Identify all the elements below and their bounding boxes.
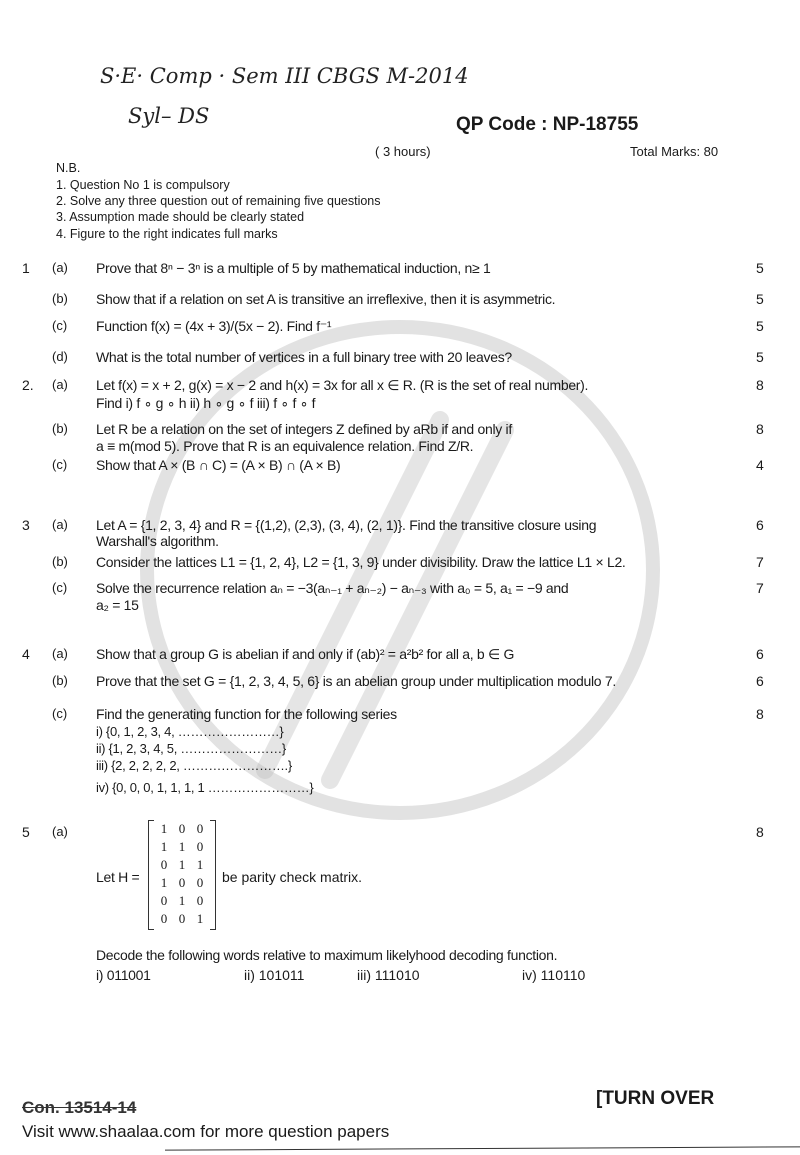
matrix-cell: 1: [160, 875, 168, 890]
footer-divider: [165, 1146, 800, 1150]
marks: 5: [756, 349, 764, 365]
matrix-cell: 1: [196, 857, 204, 872]
question-text: Function f(x) = (4x + 3)/(5x − 2). Find f⁻¹: [96, 318, 332, 334]
duration: ( 3 hours): [375, 144, 431, 159]
part-label: (d): [52, 349, 68, 364]
code-word: ii) 101011: [244, 967, 305, 983]
matrix-cell: 0: [160, 911, 168, 926]
matrix-cell: 0: [196, 839, 204, 854]
instruction-item: 3. Assumption made should be clearly stated: [56, 210, 305, 224]
marks: 8: [756, 824, 764, 840]
watermark-stroke: [330, 430, 505, 780]
part-label: (b): [52, 673, 68, 688]
marks: 7: [756, 554, 764, 570]
matrix-cell: 0: [178, 821, 186, 836]
question-text: Decode the following words relative to maximum likelyhood decoding function.: [96, 947, 558, 963]
question-number: 4: [22, 646, 30, 662]
handwritten-subject-note: Syl– DS: [128, 104, 210, 128]
question-number: 2.: [22, 377, 34, 393]
question-text: Let A = {1, 2, 3, 4} and R = {(1,2), (2,3), (3, 4), (2, 1)}. Find the transitive closure using: [96, 517, 597, 533]
question-text: Find i) f ∘ g ∘ h ii) h ∘ g ∘ f iii) f ∘ f ∘ f: [96, 395, 316, 411]
paper-code: Con. 13514-14: [22, 1098, 137, 1117]
matrix-cell: 0: [196, 893, 204, 908]
matrix-cell: 1: [178, 857, 186, 872]
part-label: (a): [52, 517, 68, 532]
instruction-item: 1. Question No 1 is compulsory: [56, 178, 230, 192]
part-label: (b): [52, 291, 68, 306]
marks: 8: [756, 706, 764, 722]
marks: 5: [756, 260, 764, 276]
part-label: (c): [52, 580, 68, 595]
matrix-cell: 1: [178, 839, 186, 854]
marks: 4: [756, 457, 764, 473]
instruction-item: 4. Figure to the right indicates full marks: [56, 227, 278, 241]
series-item: iii) {2, 2, 2, 2, 2, …………………….}: [96, 758, 292, 773]
marks: 8: [756, 421, 764, 437]
matrix-cell: 1: [160, 839, 168, 854]
instructions-title: N.B.: [56, 161, 81, 175]
qp-code: QP Code : NP-18755: [456, 114, 639, 135]
part-label: (c): [52, 706, 68, 721]
part-label: (a): [52, 824, 68, 839]
question-text: a₂ = 15: [96, 597, 139, 613]
question-text: What is the total number of vertices in a full binary tree with 20 leaves?: [96, 349, 512, 365]
part-label: (b): [52, 554, 68, 569]
marks: 5: [756, 291, 764, 307]
turn-over-note: [TURN OVER: [596, 1088, 715, 1109]
parity-check-matrix: [148, 820, 216, 930]
question-text: Warshall's algorithm.: [96, 533, 219, 549]
code-word: i) 011001: [96, 967, 151, 983]
question-text: Show that if a relation on set A is transitive an irreflexive, then it is asymmetric.: [96, 291, 556, 307]
question-number: 3: [22, 517, 30, 533]
marks: 6: [756, 646, 764, 662]
matrix-cell: 0: [196, 821, 204, 836]
code-word: iii) 111010: [357, 967, 420, 983]
part-label: (c): [52, 457, 68, 472]
question-text: Consider the lattices L1 = {1, 2, 4}, L2 = {1, 3, 9} under divisibility. Draw the lattice L1 × L2.: [96, 554, 626, 570]
question-number: 5: [22, 824, 30, 840]
marks: 6: [756, 517, 764, 533]
series-item: i) {0, 1, 2, 3, 4, ……………………}: [96, 724, 284, 739]
matrix-cell: 0: [160, 893, 168, 908]
part-label: (a): [52, 377, 68, 392]
instruction-item: 2. Solve any three question out of remaining five questions: [56, 194, 381, 208]
matrix-cell: 0: [178, 875, 186, 890]
matrix-cell: 1: [160, 821, 168, 836]
question-text: Find the generating function for the following series: [96, 706, 397, 722]
question-text: Let H =: [96, 869, 140, 885]
question-text: Let R be a relation on the set of integers Z defined by aRb if and only if: [96, 421, 512, 437]
question-text: Prove that the set G = {1, 2, 3, 4, 5, 6} is an abelian group under multiplication modulo 7.: [96, 673, 616, 689]
question-text: Show that a group G is abelian if and only if (ab)² = a²b² for all a, b ∈ G: [96, 646, 515, 662]
code-word: iv) 110110: [522, 967, 586, 983]
marks: 8: [756, 377, 764, 393]
matrix-cell: 0: [160, 857, 168, 872]
website-link[interactable]: Visit www.shaalaa.com for more question papers: [22, 1122, 390, 1141]
series-item: iv) {0, 0, 0, 1, 1, 1, 1 ……………………}: [96, 780, 314, 795]
total-marks: Total Marks: 80: [630, 144, 719, 159]
part-label: (a): [52, 646, 68, 661]
matrix-cell: 1: [196, 911, 204, 926]
marks: 5: [756, 318, 764, 334]
marks: 7: [756, 580, 764, 596]
part-label: (a): [52, 260, 68, 275]
part-label: (c): [52, 318, 68, 333]
marks: 6: [756, 673, 764, 689]
handwritten-course-note: S·E· Comp · Sem III CBGS M-2014: [100, 64, 469, 88]
question-text: Let f(x) = x + 2, g(x) = x − 2 and h(x) = 3x for all x ∈ R. (R is the set of real number).: [96, 377, 589, 393]
question-number: 1: [22, 260, 30, 276]
matrix-cell: 0: [178, 911, 186, 926]
question-text: Prove that 8ⁿ − 3ⁿ is a multiple of 5 by mathematical induction, n≥ 1: [96, 260, 491, 276]
part-label: (b): [52, 421, 68, 436]
question-text: Solve the recurrence relation aₙ = −3(aₙ₋₁ + aₙ₋₂) − aₙ₋₃ with a₀ = 5, a₁ = −9 and: [96, 580, 569, 596]
question-text: Show that A × (B ∩ C) = (A × B) ∩ (A × B): [96, 457, 341, 473]
matrix-cell: 0: [196, 875, 204, 890]
question-text: a ≡ m(mod 5). Prove that R is an equivalence relation. Find Z/R.: [96, 438, 474, 454]
question-text: be parity check matrix.: [222, 869, 363, 885]
matrix-cell: 1: [178, 893, 186, 908]
series-item: ii) {1, 2, 3, 4, 5, ……………………}: [96, 741, 286, 756]
